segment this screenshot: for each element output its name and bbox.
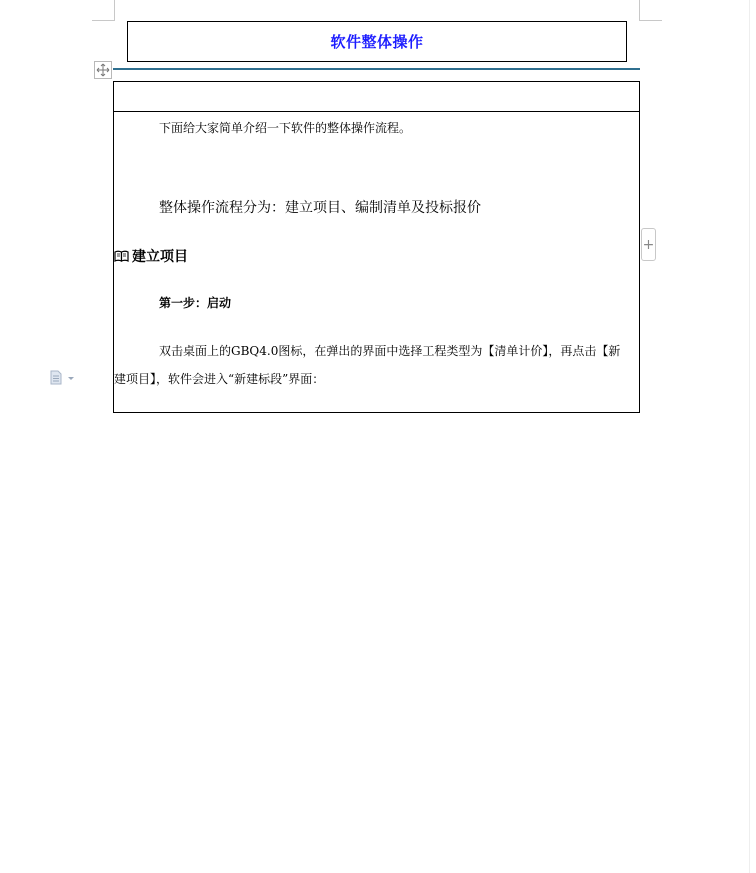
intro-paragraph[interactable]: 下面给大家简单介绍一下软件的整体操作流程。 [159,121,412,135]
document-title: 软件整体操作 [330,33,424,51]
content-table[interactable] [113,81,640,413]
add-button[interactable] [641,228,656,261]
section-heading[interactable] [114,246,188,266]
body-paragraph-line-2[interactable]: 建项目】，软件会进入“新建标段”界面： [114,372,325,386]
title-frame[interactable] [127,21,627,62]
add-button-label: + [642,236,655,253]
document-icon [50,370,62,385]
book-icon [114,250,129,262]
body-paragraph-line-1[interactable]: 双击桌面上的GBQ4.0图标，在弹出的界面中选择工程类型为【清单计价】，再点击【新 [159,344,621,358]
page-corner-mark-left [92,0,115,21]
flow-paragraph[interactable]: 整体操作流程分为：建立项目、编制清单及投标报价 [159,200,481,216]
move-handle-icon [96,63,110,77]
document-menu-button[interactable] [50,370,76,385]
table-header-row[interactable] [114,82,639,112]
window-edge [749,0,750,873]
chevron-down-icon [66,374,76,382]
section-heading-text: 建立项目 [132,249,188,265]
table-move-handle[interactable] [94,61,112,79]
header-rule [113,68,640,70]
page-corner-mark-right [639,0,662,21]
step-label[interactable]: 第一步：启动 [159,296,232,310]
